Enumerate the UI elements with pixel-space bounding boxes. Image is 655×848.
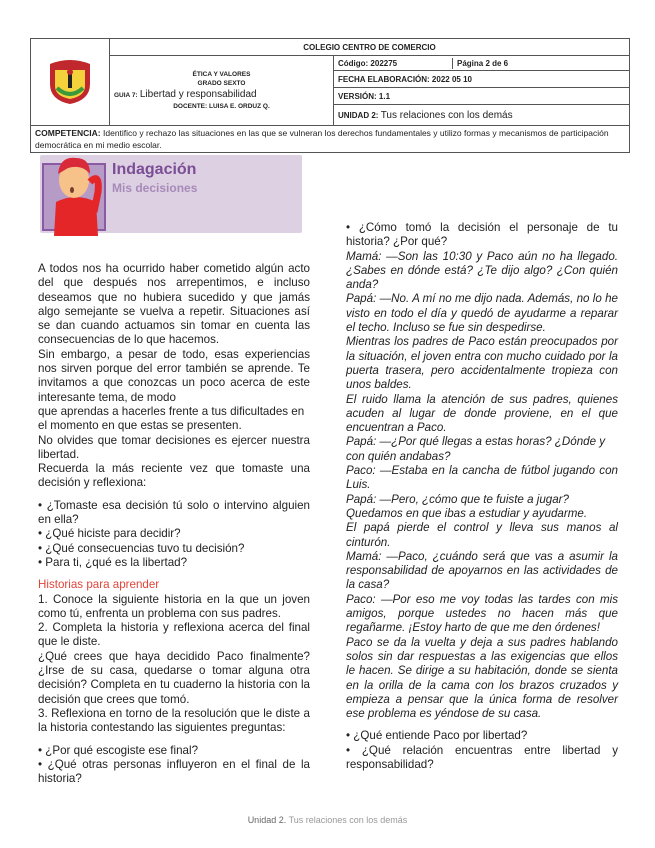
question: • Para ti, ¿qué es la libertad?: [38, 555, 188, 569]
question: • ¿Qué entiende Paco por libertad?: [346, 729, 528, 743]
header-table: [30, 38, 630, 153]
code: Código: 202275: [334, 58, 453, 69]
version: VERSIÓN: 1.1: [334, 88, 630, 105]
question: • ¿Qué hiciste para decidir?: [38, 527, 181, 541]
date: FECHA ELABORACIÓN: 2022 05 10: [334, 71, 630, 88]
story-line: El ruido llama la atención de sus padres, quienes acuden al lugar de donde proviene, en el que encuentran a Paco.: [346, 392, 618, 435]
question: • ¿Qué consecuencias tuvo tu decisión?: [38, 541, 245, 555]
school-name: COLEGIO CENTRO DE COMERCIO: [110, 39, 630, 56]
right-column: [346, 221, 618, 772]
guide-title: Libertad y responsabilidad: [139, 89, 257, 100]
question: • ¿Cómo tomó la decisión el personaje de tu historia? ¿Por qué?: [346, 221, 618, 249]
grade: GRADO SEXTO: [197, 80, 246, 87]
story-line: Papá: —Pero, ¿cómo que te fuiste a jugar? Quedamos en que ibas a estudiar y ayudarme.: [346, 492, 588, 520]
story-line: Paco se da la vuelta y deja a sus padres hablando solos sin dar respuestas a las exigencias que ellos le hacen. Se dirige a su habitación, donde se sienta en la orilla de la cama con los brazos cruzados y empieza a pensar que la única forma de resolver ese problema es yéndose de su casa.: [346, 635, 618, 721]
paragraph: Sin embargo, a pesar de todo, esas experiencias nos sirven porque del error también se aprende. Te invitamos a que conozcas un poco acerca de este interesante tema, de modo: [38, 347, 310, 404]
story-line: Paco: —Estaba en la cancha de fútbol jugando con Luis.: [346, 464, 618, 492]
story-line: Mientras los padres de Paco están preocupados por la situación, el joven entra con mucho cuidado por la puerta trasera, pero accidentalmente tropieza con unos baldes.: [346, 335, 618, 392]
paragraph: que aprendas a hacerles frente a tus dificultades en el momento en que estas se presenten.: [38, 404, 305, 433]
story-line: El papá pierde el control y lleva sus manos al cinturón.: [346, 521, 618, 549]
page-footer: [0, 815, 655, 826]
subject: ÉTICA Y VALORES: [192, 71, 251, 78]
section-title: Historias para aprender: [38, 578, 160, 592]
question: • ¿Tomaste esa decisión tú solo o intervino alguien en ella?: [38, 498, 310, 527]
school-crest-icon: [45, 56, 95, 106]
story-line: Mamá: —Paco, ¿cuándo será que vas a asumir la responsabilidad de apoyarnos en las actividades de la casa?: [346, 549, 618, 592]
story-line: Papá: —¿Por qué llegas a estas horas? ¿Dónde y con quién andabas?: [346, 435, 606, 463]
page-number: Página 2 de 6: [457, 58, 509, 68]
story-line: Paco: —Por eso me voy todas las tardes con mis amigos, porque ustedes no hacen más que regañarme. ¡Estoy harto de que me den órdenes!: [346, 592, 618, 635]
story-line: Papá: —No. A mí no me dijo nada. Además, no lo he visto en todo el día y quedó de ayudarme a reparar el techo. Incluso se fue sin despedirse.: [346, 292, 618, 335]
school-logo: [31, 39, 110, 126]
paragraph: Recuerda la más reciente vez que tomaste una decisión y reflexiona:: [38, 462, 310, 490]
competence-label: COMPETENCIA:: [35, 128, 101, 138]
teacher: DOCENTE: LUISA E. ORDUZ Q.: [173, 103, 270, 110]
paragraph: No olvides que tomar decisiones es ejercer nuestra libertad.: [38, 433, 310, 461]
banner-title: Indagación: [112, 161, 197, 178]
unit-title: Tus relaciones con los demás: [380, 109, 513, 121]
question: • ¿Por qué escogiste ese final?: [38, 743, 199, 757]
banner-subtitle: Mis decisiones: [112, 181, 198, 195]
paragraph: A todos nos ha ocurrido haber cometido algún acto del que después nos arrepentimos, e incluso deseamos que no hubiera sucedido y que jamás algo semejante se vuelva a repetir. Situaciones así se dan cuando actuamos sin tomar en cuenta las consecuencias de lo que hacemos.: [38, 262, 310, 347]
section-banner: [40, 155, 302, 233]
step: 3. Reflexiona en torno de la resolución que le diste a la historia contestando las siguientes preguntas:: [38, 706, 310, 735]
left-column: [38, 262, 310, 786]
step: ¿Qué crees que haya decidido Paco finalmente? ¿Irse de su casa, quedarse o tomar alguna otra decisión? Completa en tu cuaderno la historia con la decisión que crees que tomó.: [38, 649, 310, 706]
competence-text: Identifico y rechazo las situaciones en las que se vulneran los derechos fundamentales y utilizo formas y mecanismos de participación democrática en mi medio escolar.: [35, 128, 609, 150]
step: 1. Conoce la siguiente historia en la que un joven como tú, enfrenta un problema con sus padres.: [38, 592, 310, 620]
story-line: Mamá: —Son las 10:30 y Paco aún no ha llegado. ¿Sabes en dónde está? ¿Te dijo algo? ¿Con quién anda?: [346, 249, 618, 292]
question: • ¿Qué otras personas influyeron en el final de la historia?: [38, 757, 310, 786]
step: 2. Completa la historia y reflexiona acerca del final que le diste.: [38, 621, 310, 649]
question: • ¿Qué relación encuentras entre libertad y responsabilidad?: [346, 743, 618, 771]
guide-prefix: GUIA 7:: [114, 92, 138, 99]
footer-unit: Unidad 2.: [247, 815, 287, 825]
subject-cell: [110, 56, 334, 126]
unit-label: UNIDAD 2:: [338, 110, 379, 120]
footer-text: Tus relaciones con los demás: [288, 815, 408, 825]
thinking-boy-illustration: [46, 152, 106, 236]
